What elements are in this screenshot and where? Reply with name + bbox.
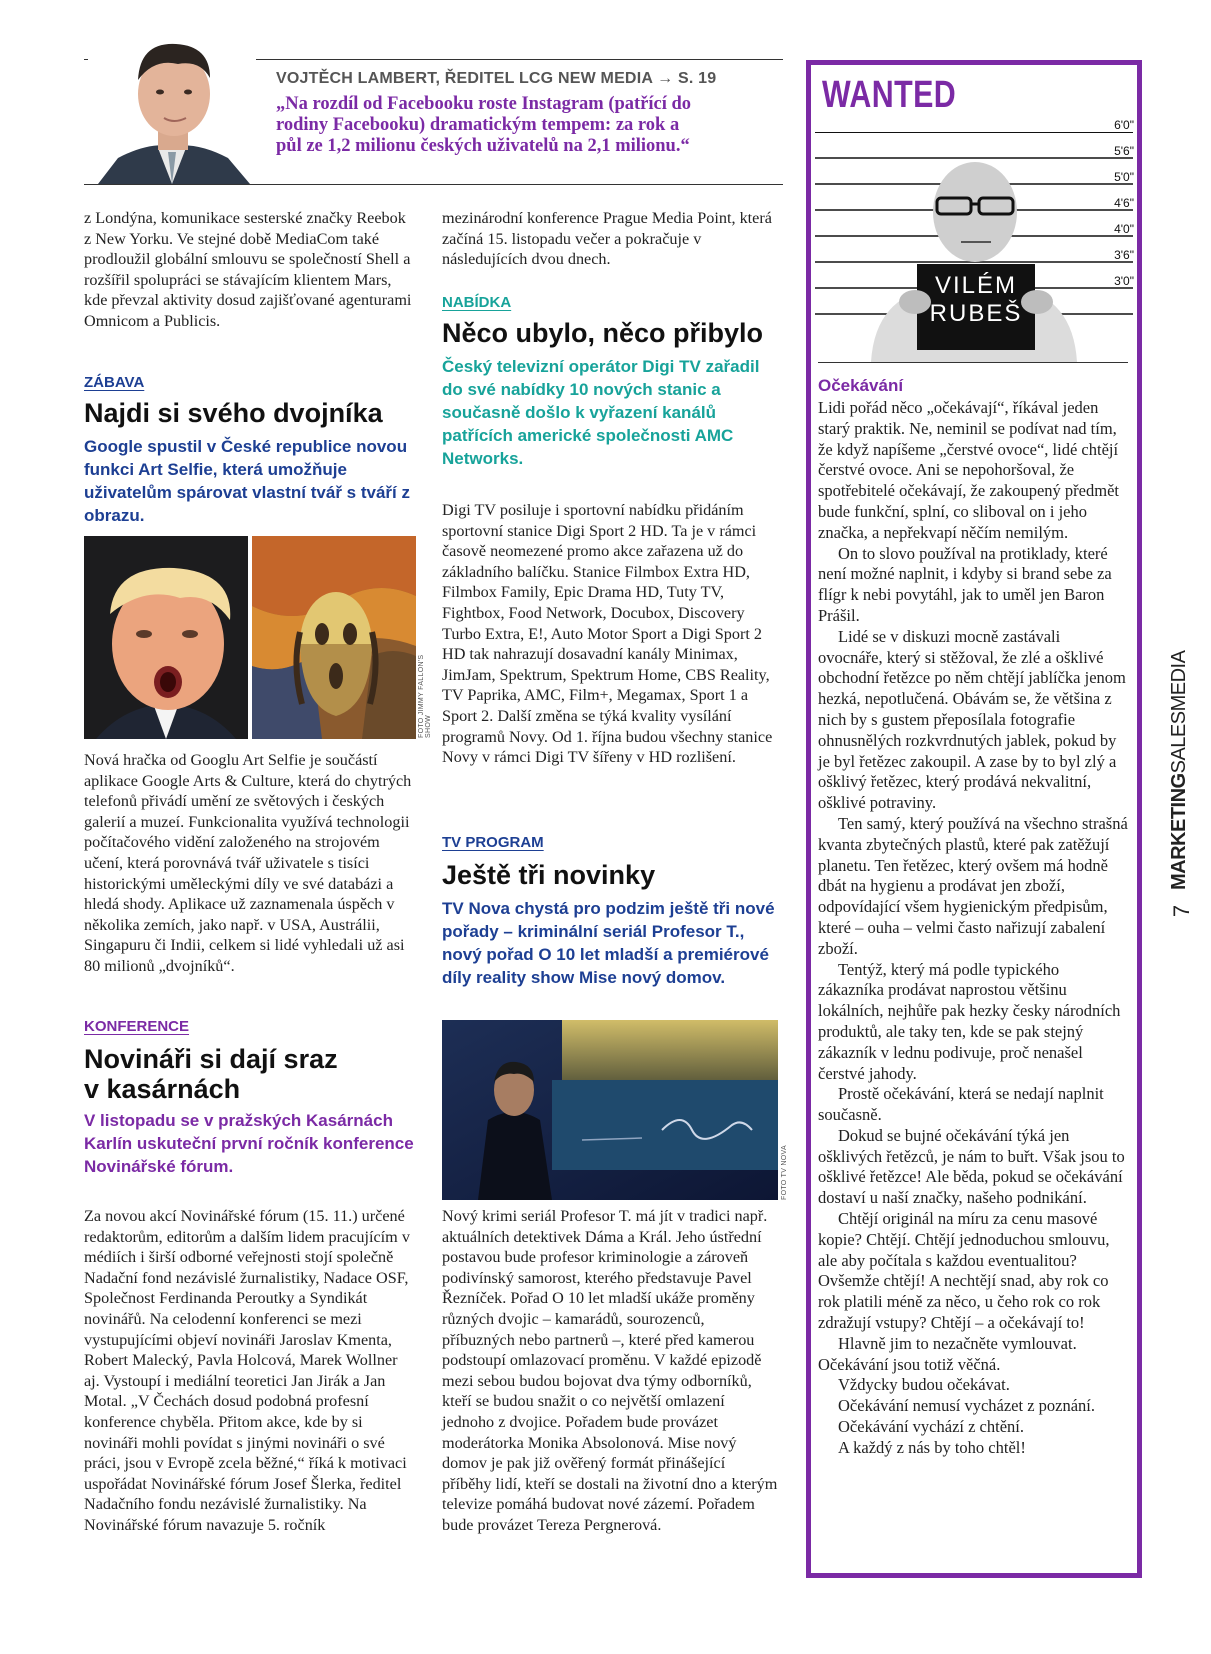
wanted-paragraph: Tentýž, který má podle typického zákazníka prodávat naprostou většinu lokálních, nejhůře pak hezky česky národních produktů, ale taky ten, kde se pak stejný zákazník v lednu podivuje, proč nenašel čerstvé jahody. — [818, 959, 1121, 1083]
photo-credit-tvprogram: FOTO TV NOVA — [781, 1145, 788, 1200]
sign-last-name: RUBEŠ — [929, 300, 1023, 327]
height-mark: 3'0" — [1114, 274, 1134, 288]
wanted-paragraph: Chtějí originál na míru za cenu masové kopie? Chtějí. Chtějí jednoduchou smlouvu, ale aby počítala s každou eventualitou? Ovšemže chtějí! A nechtějí snad, aby rok co rok platili méně za něco, u čeho rok co rok zdražují vstupy? Chtějí – a očekávají to! — [818, 1209, 1110, 1333]
body-zabava: Nová hračka od Googlu Art Selfie je součástí aplikace Google Arts & Culture, která do chytrých telefonů přivádí umění ze světových i českých galerií a muzeí. Funkcionalita využívá technologii počítačového vidění založeného na strojovém učení, která porovnává tvář uživatele s tisíci historickými uměleckými díly ve své databázi a hledá shody. Aplikace už zaznamenala úspěch v několika zemích, jako např. v USA, Austrálii, Singapuru či Indii, celkem si lidé vyhledali už asi 80 milionů „dvojníků“. — [84, 751, 412, 975]
headline-konference-line2: v kasárnách — [84, 1074, 241, 1104]
brand-media: MEDIA — [1168, 650, 1190, 712]
kicker-konference: KONFERENCE — [84, 1018, 190, 1035]
headline-nabidka: Něco ubylo, něco přibylo — [442, 318, 764, 348]
wanted-body — [818, 398, 1128, 1459]
height-mark: 3'6" — [1114, 248, 1134, 262]
sign-first-name: VILÉM — [934, 272, 1018, 299]
height-mark: 5'6" — [1114, 144, 1134, 158]
side-brand-text — [1168, 651, 1191, 890]
quote-bottom-rule — [84, 184, 783, 185]
wanted-paragraph: On to slovo používal na protiklady, které není možné naplnit, i kdyby si brand sebe za flígr k nebi povytáhl, jak to uměl jen Baron Prášil. — [818, 543, 1112, 625]
lead-zabava: Google spustil v České republice novou funkci Art Selfie, která umožňuje uživatelům spárovat vlastní tvář s tváří z obrazu. — [84, 437, 410, 525]
col2-intro: mezinárodní konference Prague Media Point, která začíná 15. listopadu večer a pokračuje v následujících dvou dnech. — [442, 209, 772, 269]
lead-tvprogram: TV Nova chystá pro podzim ještě tři nové pořady – kriminální seriál Profesor T., nový pořad O 10 let mladší a premiérové díly reality show Mise nový domov. — [442, 899, 775, 987]
photo-credit-zabava: FOTO JIMMY FALLON'S SHOW — [418, 654, 432, 738]
kicker-tvprogram: TV PROGRAM — [442, 834, 544, 851]
lead-konference: V listopadu se v pražských Kasárnách Karlín uskuteční první ročník konference Novinářské fórum. — [84, 1111, 414, 1176]
portrait-photo — [88, 20, 256, 184]
height-mark: 6'0" — [1114, 118, 1134, 132]
wanted-paragraph: Očekávání vychází z chtění. — [838, 1417, 1024, 1437]
wanted-heading: Očekávání — [818, 376, 904, 395]
photo-profesor-t — [442, 1020, 778, 1200]
brand-marketing: MARKETING — [1168, 773, 1190, 890]
wanted-paragraph: Vždycky budou očekávat. — [838, 1375, 1010, 1395]
wanted-paragraph: Lidé se v diskuzi mocně zastávali ovocnáře, který si stěžoval, že zlé a ošklivé obchodní řetězce po něm chtějí jablíčka jenom hezká, nepotlučená. Obávám se, že většina z nich by s gustem přeposílala fotografie ohnusnělých rozkvrdnutých jablek, pokud by je byl řetězec zakoupil. A zase by to byl zlý a ošklivý řetězec, který prodává nekvalitní, ošklivé potraviny. — [818, 626, 1126, 813]
kicker-zabava: ZÁBAVA — [84, 374, 145, 391]
wanted-paragraph: Ten samý, který používá na všechno strašná kvanta zbytečných plastů, které pak zatěžují planetu. Ten řetězec, který ovšem má hodně dbát na hygienu a prodávat jen zboží, odpovídající všem hygienickým předpisům, které – ouha – velmi často nařizují zabalení zboží. — [818, 813, 1128, 958]
side-brand — [1168, 650, 1194, 890]
mugshot-name-sign — [917, 272, 1035, 328]
wanted-paragraph: Lidi pořád něco „očekávají“, říkával jeden starý praktik. Ne, neminil se podívat nad tím, že když napíšeme „čerstvé ovoce“, lidé chtějí čerstvé ovoce. Ani se nepohoršoval, že spotřebitelé očekávají, že zakoupený předmět bude funkční, splní, co sliboval on i jeho značka, a nepřekvapí něčím nemilým. — [818, 398, 1119, 542]
height-mark: 4'0" — [1114, 222, 1134, 236]
photo-trump — [84, 536, 248, 739]
height-scale — [1100, 112, 1134, 294]
height-mark: 4'6" — [1114, 196, 1134, 210]
headline-tvprogram: Ještě tři novinky — [442, 860, 656, 890]
wanted-paragraph: Očekávání nemusí vycházet z poznání. — [838, 1396, 1096, 1416]
body-konference: Za novou akcí Novinářské fórum (15. 11.) určené redaktorům, editorům a dalším lidem pracujícím v médiích i širší odborné veřejnosti stojí společně Nadační fond nezávislé žurnalistiky, Nadace OSF, Společnost Ferdinanda Peroutky a Syndikát novinářů. Na celodenní konferenci se mezi vystupujícími objeví novináři Jaroslav Kmenta, Robert Malecký, Pavla Holcová, Marek Wollner aj. Vystoupí i mediální teoretici Jan Jirák a Jan Motal. „V Čechách dosud podobná profesní konference chyběla. Přitom akce, kde by si novináři mohli povídat s jinými novináři o své práci, jsou v Evropě zcela běžné,“ říká k motivaci uspořádat Novinářské fórum Josef Šlerka, ředitel Nadačního fondu nezávislé žurnalistiky. Na Novinářské fórum navazuje 5. ročník — [84, 1207, 410, 1534]
wanted-paragraph: A každý z nás by toho chtěl! — [838, 1437, 1026, 1457]
page-number: 7 — [1169, 904, 1195, 918]
wanted-divider — [818, 362, 1128, 363]
height-mark: 5'0" — [1114, 170, 1134, 184]
brand-sales: SALES — [1168, 711, 1190, 774]
kicker-nabidka: NABÍDKA — [442, 294, 512, 311]
headline-konference — [84, 1044, 424, 1104]
body-tvprogram: Nový krimi seriál Profesor T. má jít v tradici např. aktuálních detektivek Dáma a Král. Jeho ústřední postavou bude profesor kriminologie a zároveň podivínský samorost, kterého představuje Pavel Řezníček. Pořad O 10 let mladší ukáže proměny různých dvojic – kamarádů, sourozenců, příbuzných nebo partnerů –, které před kamerou podstoupí omlazovací proměnu. V každé epizodě mezi sebou budou bojovat dva týmy odborníků, kteří se budou snažit o co největší omlazení jednoho z dvojice. Pořadem bude provázet moderátorka Monika Absolonová. Mise nový domov je pak již ověřený formát přinášející příběhy lidí, kteří se dostali na životní dno a kterým televize pomáhá budovat nové zázemí. Pořadem bude provázet Tereza Pergnerová. — [442, 1207, 778, 1534]
quote-text: „Na rozdíl od Facebooku roste Instagram (patřící do rodiny Facebooku) dramatickým tempem: za rok a půl ze 1,2 milionu českých uživatelů na 2,1 milionu.“ — [276, 94, 692, 156]
body-nabidka: Digi TV posiluje i sportovní nabídku přidáním sportovní stanice Digi Sport 2 HD. Ta je v rámci časově neomezené promo akce zařazena už do základního balíčku. Stanice Filmbox Extra HD, Filmbox Family, Epic Drama HD, Tuty TV, Fightbox, Food Network, Docubox, Discovery Turbo Extra, E!, Auto Motor Sport a Digi Sport 2 HD tak nahrazují dosavadní kanály Minimax, JimJam, Spektrum, Spektrum Home, CBS Reality, TV Paprika, AMC, Film+, Megamax, Sport 1 a Sport 2. Další změna se týká kvality vysílání programů Novy. Od 1. října budou všechny stanice Novy v rámci Digi TV šířeny v HD rozlišení. — [442, 501, 773, 767]
lead-nabidka: Český televizní operátor Digi TV zařadil do své nabídky 10 nových stanic a současně došlo k vyřazení kanálů patřících americké společnosti AMC Networks. — [442, 357, 760, 468]
headline-konference-line1: Novináři si dají sraz — [84, 1044, 338, 1074]
wanted-paragraph: Dokud se bujné očekávání týká jen ošklivých řetězců, je nám to buřt. Však jsou to ošklivé řetězce! Ale běda, pokud se očekávání dostaví u naší značky, našeho podnikání. — [818, 1125, 1125, 1208]
photo-scream-painting — [252, 536, 416, 739]
wanted-paragraph: Prostě očekávání, která se nedají naplnit současně. — [818, 1084, 1104, 1125]
quote-author: VOJTĚCH LAMBERT, ŘEDITEL LCG NEW MEDIA → S. 19 — [276, 70, 717, 87]
wanted-paragraph: Hlavně jim to nezačněte vymlouvat. Očekávání jsou totiž věčná. — [818, 1333, 1077, 1374]
col1-intro: z Londýna, komunikace sesterské značky Reebok z New Yorku. Ve stejné době MediaCom také prodloužil globální smlouvu se společností Shell a rozšířil spolupráci se stávajícím klientem Mars, kde převzal aktivity dosud zajišťované agenturami Omnicom a Publicis. — [84, 209, 412, 330]
headline-zabava: Najdi si svého dvojníka — [84, 398, 383, 428]
wanted-title: WANTED — [822, 74, 957, 116]
